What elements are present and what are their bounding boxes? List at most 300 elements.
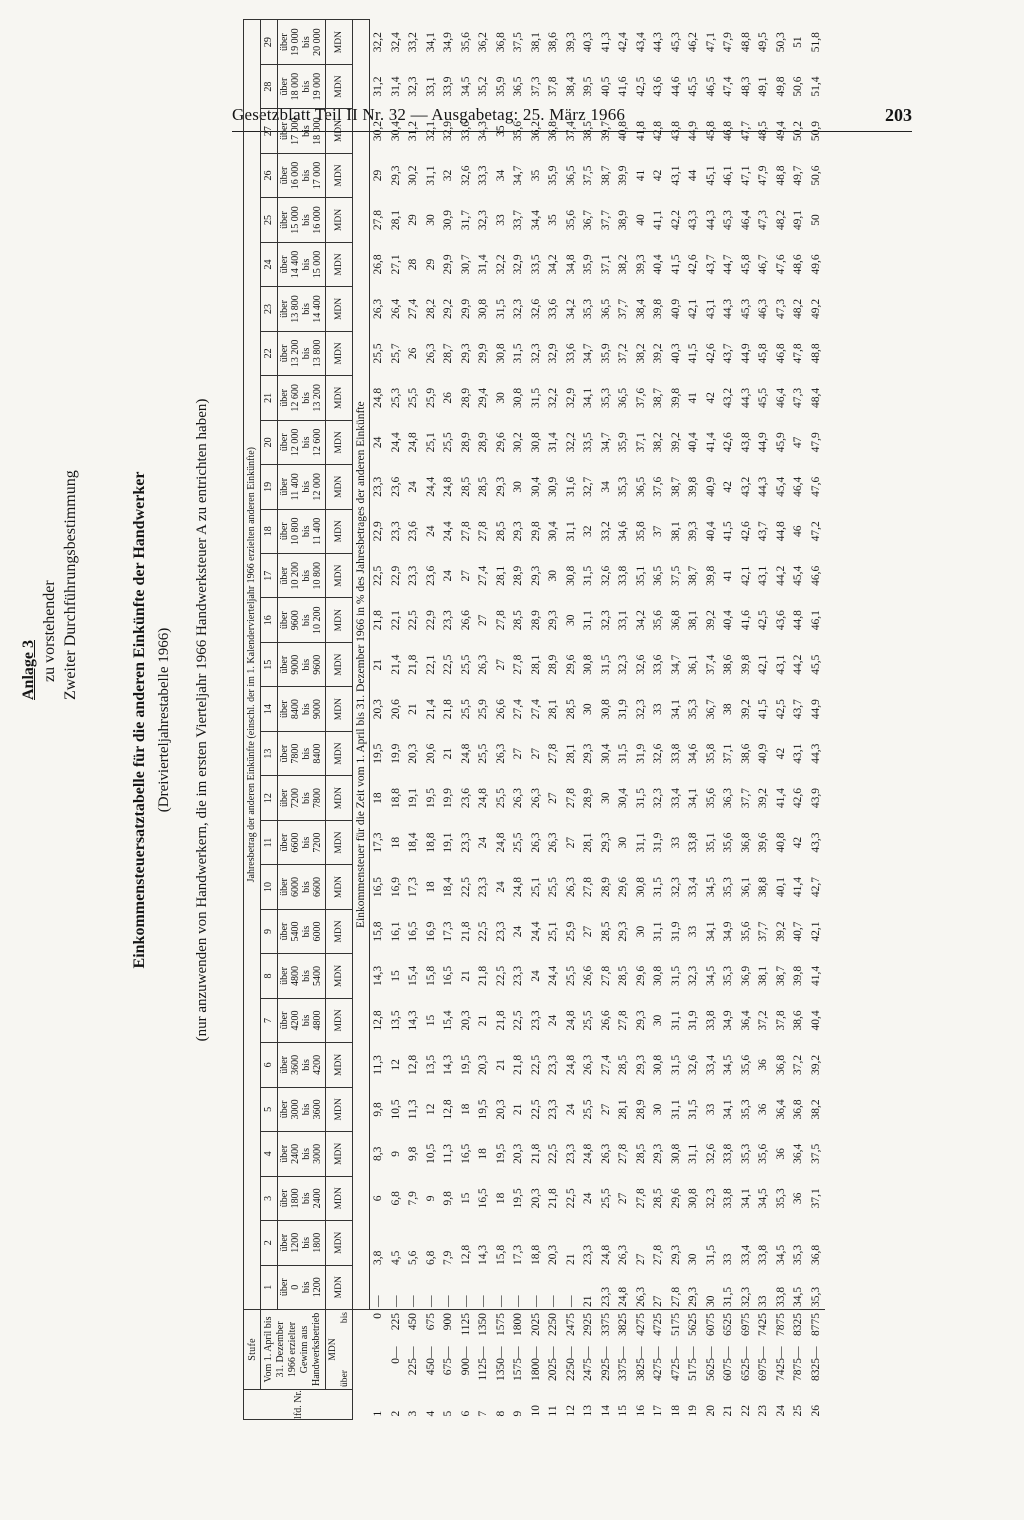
- column-unit: MDN: [326, 1265, 353, 1309]
- rate-cell: 25,9: [477, 699, 489, 720]
- rate-cell: 22,5: [529, 1099, 542, 1120]
- rate-cell: 27: [459, 570, 472, 582]
- rate-cell: 32,3: [407, 76, 419, 97]
- rate-cell: 45,3: [739, 298, 752, 319]
- range-from: 3000: [290, 1099, 302, 1120]
- rate-cell: 43,3: [809, 832, 822, 853]
- rate-cell: 18: [424, 881, 437, 893]
- rate-cell: 39,8: [739, 654, 752, 675]
- rate-cell: 31,1: [582, 610, 594, 631]
- rate-cell: 19,9: [442, 788, 454, 809]
- stufe-to: 6525: [720, 1309, 738, 1345]
- rate-cell: 30,8: [634, 876, 647, 898]
- rate-cell: 35,6: [739, 1054, 752, 1075]
- rate-cell: 31,5: [704, 1244, 717, 1266]
- rate-cell: 38,2: [809, 1099, 822, 1120]
- rate-cell: 28,9: [459, 387, 472, 408]
- rate-cell: 47,9: [757, 165, 769, 186]
- rate-cell: 25,1: [529, 876, 542, 898]
- range-from: 2400: [290, 1143, 302, 1164]
- rate-cell: 18: [459, 1103, 472, 1116]
- range-bis: bis: [301, 392, 313, 404]
- table-row: [475, 20, 493, 1420]
- rate-cell: 41,5: [669, 254, 682, 275]
- rate-cell: 32,4: [389, 32, 402, 53]
- rate-cell: 42: [792, 836, 804, 849]
- range-ueber: über: [279, 522, 291, 541]
- rate-cell: 33,7: [512, 209, 524, 231]
- range-ueber: über: [279, 1278, 291, 1297]
- rate-cell: 45,8: [739, 254, 752, 275]
- rate-cell: 21: [494, 1059, 507, 1071]
- rate-cell: 23,3: [564, 1143, 577, 1164]
- rate-cell: 48,2: [774, 209, 787, 231]
- rate-cell: 46,1: [809, 610, 822, 631]
- column-number: 26: [261, 153, 278, 197]
- rate-cell: 29,6: [494, 432, 507, 453]
- rate-cell: 45,5: [809, 654, 822, 675]
- column-number: 15: [261, 642, 278, 686]
- rate-cell: 47,3: [774, 298, 787, 319]
- range-bis: bis: [301, 658, 313, 671]
- rate-cell: 30,4: [599, 743, 612, 764]
- rate-cell: 39,6: [757, 832, 769, 853]
- rate-cell: 24: [424, 525, 437, 538]
- range-from: 8400: [290, 699, 302, 720]
- rate-cell: 32,3: [687, 965, 699, 987]
- rate-cell: 25,5: [459, 654, 472, 675]
- rate-cell: 33,5: [529, 254, 542, 275]
- rate-cell: 44,9: [809, 699, 822, 720]
- rate-cell: 40,7: [792, 921, 804, 942]
- rate-cell: 33,1: [424, 76, 437, 97]
- rate-cell: 33,6: [547, 298, 559, 319]
- rate-cell: 30,4: [617, 788, 629, 809]
- rate-cell: 16,9: [424, 921, 437, 942]
- range-ueber: über: [279, 744, 291, 763]
- rate-cell: 47,9: [809, 432, 822, 453]
- row-number: 24: [774, 1405, 787, 1417]
- rate-cell: 51,8: [809, 32, 822, 53]
- rate-cell: 32,3: [739, 1286, 752, 1307]
- rate-cell: 26,3: [582, 1054, 594, 1075]
- rate-cell: 36,3: [722, 788, 734, 809]
- rate-cell: 26,3: [599, 1143, 612, 1164]
- rate-cell: 30: [617, 836, 629, 849]
- rate-cell: 34,5: [792, 1286, 804, 1307]
- rate-cell: 28,1: [494, 565, 507, 586]
- rate-cell: 24,8: [477, 788, 489, 809]
- stufe-from: 4275—: [652, 1346, 664, 1381]
- rate-cell: 23,3: [547, 1099, 559, 1120]
- column-range: [277, 1221, 326, 1265]
- rate-cell: 37,6: [634, 387, 647, 408]
- column-number: 9: [261, 909, 278, 953]
- rate-cell: 24: [547, 1014, 559, 1027]
- stufe-to: 1800: [510, 1309, 528, 1345]
- rate-cell: 46,8: [722, 121, 734, 142]
- range-from: 13 200: [290, 339, 302, 368]
- rate-cell: 30,8: [652, 965, 664, 987]
- rate-cell: 20,3: [494, 1099, 507, 1120]
- rate-cell: 30,8: [669, 1143, 682, 1164]
- rate-cell: 37,8: [774, 1010, 787, 1031]
- rate-cell: 45,4: [792, 565, 804, 586]
- rate-cell: 30,8: [582, 654, 594, 675]
- rate-cell: 24,4: [547, 965, 559, 987]
- rate-cell: 38,7: [687, 565, 699, 586]
- rate-cell: 41,3: [599, 32, 612, 53]
- rate-cell: 30: [494, 392, 507, 404]
- column-unit: MDN: [326, 820, 353, 864]
- column-unit: MDN: [326, 465, 353, 509]
- range-from: 16 000: [290, 161, 302, 190]
- column-range: [277, 198, 326, 242]
- column-range: [277, 242, 326, 286]
- rate-cell: 30: [582, 703, 594, 715]
- rate-cell: 28,9: [547, 654, 559, 675]
- rate-cell: 31,4: [547, 432, 559, 453]
- rate-cell: 30: [424, 214, 437, 226]
- rate-cell: 34,6: [617, 521, 629, 542]
- rate-cell: 20,3: [407, 743, 419, 764]
- rate-cell: 29,3: [512, 521, 524, 542]
- rate-cell: 30: [634, 925, 647, 938]
- rate-cell: 28,1: [617, 1099, 629, 1120]
- range-to: 7800: [312, 788, 324, 809]
- column-unit: MDN: [326, 1221, 353, 1265]
- rate-cell: 46,3: [757, 298, 769, 319]
- rate-cell: 14,3: [442, 1054, 454, 1075]
- rate-cell: 35,6: [652, 610, 664, 631]
- column-number: 12: [261, 776, 278, 820]
- rate-cell: 32,9: [547, 343, 559, 364]
- rate-cell: 15,8: [372, 921, 384, 942]
- stufe-from: 1575—: [512, 1346, 524, 1381]
- rate-cell: 44,2: [792, 654, 804, 675]
- rate-cell: 48,4: [809, 387, 822, 408]
- rate-cell: —: [459, 1295, 472, 1307]
- row-number: 1: [371, 1410, 384, 1417]
- rate-cell: 32,1: [424, 121, 437, 142]
- stufe-to: 0: [370, 1309, 388, 1345]
- rate-cell: 26,4: [389, 298, 402, 319]
- rate-cell: 50,6: [792, 76, 804, 97]
- rate-cell: 31,6: [564, 476, 577, 497]
- row-number: 9: [512, 1410, 524, 1417]
- stufe-to: 2025: [528, 1309, 546, 1345]
- rate-cell: 18,4: [442, 876, 454, 898]
- stufe-from: 3375—: [617, 1346, 629, 1381]
- rate-cell: 29,3: [634, 1054, 647, 1075]
- range-bis: bis: [301, 703, 313, 715]
- range-to: 4800: [312, 1010, 324, 1031]
- rate-cell: 44,3: [809, 743, 822, 764]
- rate-cell: 33,6: [459, 121, 472, 142]
- rate-cell: 15,8: [494, 1244, 507, 1266]
- rate-cell: 5,6: [407, 1250, 419, 1266]
- rate-cell: 41,4: [774, 788, 787, 809]
- rate-cell: 37,2: [617, 343, 629, 364]
- rate-cell: 33,4: [687, 876, 699, 898]
- main-title: Einkommensteuersatztabelle für die anderen Einkünfte der Handwerker: [131, 471, 148, 969]
- rate-cell: 17,3: [407, 876, 419, 898]
- column-range: [277, 331, 326, 375]
- rate-cell: 38: [722, 703, 734, 715]
- rate-cell: 39,3: [634, 254, 647, 275]
- rate-cell: 24,4: [389, 432, 402, 453]
- column-range: [277, 598, 326, 642]
- rate-cell: 35,6: [704, 788, 717, 809]
- rate-cell: 32,6: [529, 298, 542, 319]
- rate-cell: 14,3: [407, 1010, 419, 1031]
- rate-cell: 26,6: [599, 1010, 612, 1031]
- rate-cell: 42: [774, 747, 787, 760]
- rate-cell: 30,8: [687, 1188, 699, 1209]
- row-number: 12: [564, 1405, 577, 1417]
- rate-cell: 37,7: [757, 921, 769, 942]
- rate-cell: 32,9: [512, 254, 524, 275]
- stufe-from: 450—: [424, 1346, 437, 1376]
- column-number: 16: [261, 598, 278, 642]
- rate-cell: 36: [757, 1103, 769, 1116]
- stufe-description: Vom 1. April bis 31. Dezember 1966 erzielter Gewinn aus Handwerksbetrieb: [261, 1309, 326, 1389]
- rate-cell: 37,6: [652, 476, 664, 497]
- range-bis: bis: [301, 214, 313, 226]
- rate-cell: 21: [564, 1253, 577, 1266]
- rate-cell: 32,6: [652, 743, 664, 764]
- rate-cell: 44,6: [669, 76, 682, 97]
- rate-cell: 13,5: [389, 1010, 402, 1031]
- rate-cell: 29,3: [617, 921, 629, 942]
- rate-cell: 37,5: [669, 565, 682, 586]
- range-bis: bis: [301, 1103, 313, 1116]
- stufe-from: 900—: [459, 1346, 472, 1376]
- range-ueber: über: [279, 655, 291, 674]
- range-from: 1800: [290, 1188, 302, 1209]
- gazette-title: Gesetzblatt Teil II Nr. 32 — Ausgabetag: 25. März 1966: [232, 105, 626, 124]
- rate-cell: 28,5: [617, 1054, 629, 1075]
- rate-cell: 18,8: [389, 788, 402, 809]
- column-unit: MDN: [326, 1087, 353, 1131]
- rate-cell: 43,1: [792, 743, 804, 764]
- column-unit: MDN: [326, 1043, 353, 1087]
- rate-cell: 44,8: [774, 521, 787, 542]
- table-row: [685, 20, 703, 1420]
- rate-cell: 39,8: [704, 565, 717, 586]
- range-ueber: über: [279, 1011, 291, 1030]
- rate-cell: 42,5: [634, 76, 647, 97]
- rate-cell: 12: [389, 1059, 402, 1071]
- rate-cell: 27: [477, 614, 489, 626]
- rate-cell: 13,5: [424, 1054, 437, 1075]
- rate-cell: 22,5: [494, 965, 507, 987]
- rate-cell: 43,7: [704, 254, 717, 275]
- rate-cell: 31,5: [529, 387, 542, 408]
- rate-cell: 43,8: [739, 432, 752, 453]
- rate-cell: 16,5: [442, 965, 454, 987]
- table-row: [405, 20, 423, 1420]
- stufe-from: 6975—: [757, 1346, 769, 1381]
- range-ueber: über: [279, 77, 291, 96]
- rate-cell: 44,9: [739, 343, 752, 364]
- rate-cell: 25,1: [424, 432, 437, 453]
- rate-cell: 36,5: [599, 298, 612, 319]
- rate-cell: 19,5: [477, 1099, 489, 1120]
- annex-line-3: Zweiter Durchführungsbestimmung: [62, 470, 79, 700]
- rate-cell: 30,8: [477, 298, 489, 319]
- rate-cell: 27: [652, 1295, 664, 1307]
- rate-cell: 38,7: [652, 387, 664, 408]
- rate-cell: 42,5: [774, 699, 787, 720]
- row-number: 23: [757, 1405, 769, 1417]
- rate-cell: 22,5: [529, 1054, 542, 1075]
- range-ueber: über: [279, 1056, 291, 1074]
- rate-cell: 49,5: [757, 32, 769, 53]
- column-number: 10: [261, 865, 278, 909]
- rate-cell: 35,3: [739, 1099, 752, 1120]
- page-number: 203: [885, 105, 912, 125]
- rate-cell: 15,8: [424, 965, 437, 987]
- rate-cell: 31,5: [582, 565, 594, 586]
- column-range: [277, 64, 326, 108]
- rate-cell: 24: [477, 836, 489, 849]
- rate-cell: 20,6: [389, 699, 402, 720]
- rate-cell: 27,8: [547, 743, 559, 764]
- rate-cell: 32,3: [652, 788, 664, 809]
- rate-cell: 42,5: [757, 610, 769, 631]
- column-number: 27: [261, 109, 278, 153]
- rate-cell: 30: [599, 792, 612, 804]
- rate-cell: 33,2: [407, 32, 419, 53]
- rate-cell: 33,4: [669, 788, 682, 809]
- rate-cell: 31,9: [687, 1010, 699, 1031]
- rate-cell: 46,6: [809, 565, 822, 586]
- rate-cell: 22,1: [389, 610, 402, 631]
- rate-cell: 33,8: [617, 565, 629, 586]
- rate-cell: 30,8: [494, 343, 507, 364]
- rate-cell: 27: [634, 1253, 647, 1266]
- column-range: [277, 1132, 326, 1176]
- rate-cell: 29,6: [634, 965, 647, 987]
- rate-cell: —: [547, 1295, 559, 1307]
- range-bis: bis: [301, 436, 313, 449]
- rate-cell: 18: [477, 1148, 489, 1160]
- rate-cell: 42: [652, 169, 664, 182]
- rate-cell: 30: [704, 1295, 717, 1307]
- range-bis: bis: [301, 125, 313, 137]
- rate-cell: 29,3: [669, 1244, 682, 1266]
- rate-cell: 35,9: [617, 432, 629, 453]
- table-row: [545, 20, 563, 1420]
- rate-cell: 30,7: [459, 254, 472, 275]
- stufe-to: 2250: [545, 1309, 563, 1345]
- rate-cell: 34,1: [704, 921, 717, 942]
- rate-cell: 46,7: [757, 254, 769, 275]
- rate-cell: 22,5: [477, 921, 489, 942]
- rate-cell: 34: [494, 169, 507, 182]
- rate-cell: 36,4: [792, 1143, 804, 1164]
- stufe-to: 450: [405, 1309, 423, 1345]
- rate-cell: 33: [704, 1103, 717, 1116]
- rate-cell: 26,3: [634, 1286, 647, 1307]
- rate-cell: 26,3: [372, 298, 384, 319]
- range-from: 12 600: [290, 384, 302, 412]
- row-number: 14: [599, 1405, 612, 1417]
- annex-note: [18, 20, 113, 700]
- rate-cell: 40,8: [617, 121, 629, 142]
- rate-cell: 27,8: [494, 610, 507, 631]
- rate-cell: 45,5: [687, 76, 699, 97]
- rate-cell: 7,9: [442, 1250, 454, 1266]
- rate-cell: —: [372, 1295, 384, 1307]
- rate-cell: 23,3: [372, 476, 384, 497]
- rate-cell: 27,8: [477, 521, 489, 542]
- range-from: 7800: [290, 743, 302, 764]
- rate-cell: 21,8: [477, 965, 489, 987]
- rate-cell: 26,3: [529, 788, 542, 809]
- stufe-to: 5625: [685, 1309, 703, 1345]
- column-unit: MDN: [326, 331, 353, 375]
- column-unit: MDN: [326, 776, 353, 820]
- rate-cell: 28,5: [494, 521, 507, 542]
- sub-title: (Dreivierteljahrestabelle 1966): [156, 627, 172, 813]
- column-unit: MDN: [326, 598, 353, 642]
- rate-cell: 11,3: [407, 1099, 419, 1120]
- rate-cell: 43,7: [792, 699, 804, 720]
- rate-cell: 41,4: [704, 432, 717, 453]
- stufe-to: 2475: [563, 1309, 581, 1345]
- rate-cell: 49,4: [774, 121, 787, 142]
- column-range: [277, 420, 326, 464]
- rate-cell: —: [564, 1295, 577, 1307]
- range-bis: bis: [301, 792, 313, 804]
- rate-cell: 47,4: [722, 76, 734, 97]
- rate-cell: 39,8: [652, 298, 664, 319]
- rate-cell: 32,9: [564, 387, 577, 408]
- rate-cell: 40,4: [809, 1010, 822, 1031]
- table-row: [615, 20, 633, 1420]
- rate-cell: 6,8: [424, 1250, 437, 1266]
- rate-cell: 47,6: [809, 476, 822, 497]
- rate-cell: 23,6: [459, 788, 472, 809]
- rate-cell: 32: [442, 169, 454, 182]
- rate-cell: 35,3: [722, 965, 734, 987]
- rate-cell: 19,5: [512, 1188, 524, 1209]
- range-ueber: über: [279, 789, 291, 807]
- rate-cell: 15,4: [442, 1010, 454, 1031]
- rate-cell: 26,3: [494, 743, 507, 764]
- stufe-units: [326, 1309, 353, 1389]
- title-block: [128, 20, 214, 1420]
- rate-cell: 26,3: [564, 876, 577, 898]
- range-from: 18 000: [290, 72, 302, 101]
- rate-cell: 36,8: [547, 121, 559, 142]
- rate-cell: 46,1: [722, 165, 734, 186]
- range-bis: bis: [301, 1148, 313, 1160]
- stufe-to: 3375: [598, 1309, 616, 1345]
- rate-cell: 47: [792, 436, 804, 449]
- rate-cell: 46,4: [774, 387, 787, 408]
- rate-cell: 41,4: [792, 876, 804, 898]
- stufe-from: 1350—: [494, 1346, 507, 1381]
- rate-cell: 45,9: [774, 432, 787, 453]
- range-ueber: über: [279, 344, 291, 363]
- rate-cell: 44: [687, 169, 699, 182]
- rate-cell: 32,3: [529, 343, 542, 364]
- rate-cell: 42,7: [809, 876, 822, 898]
- rate-cell: 37,7: [599, 209, 612, 231]
